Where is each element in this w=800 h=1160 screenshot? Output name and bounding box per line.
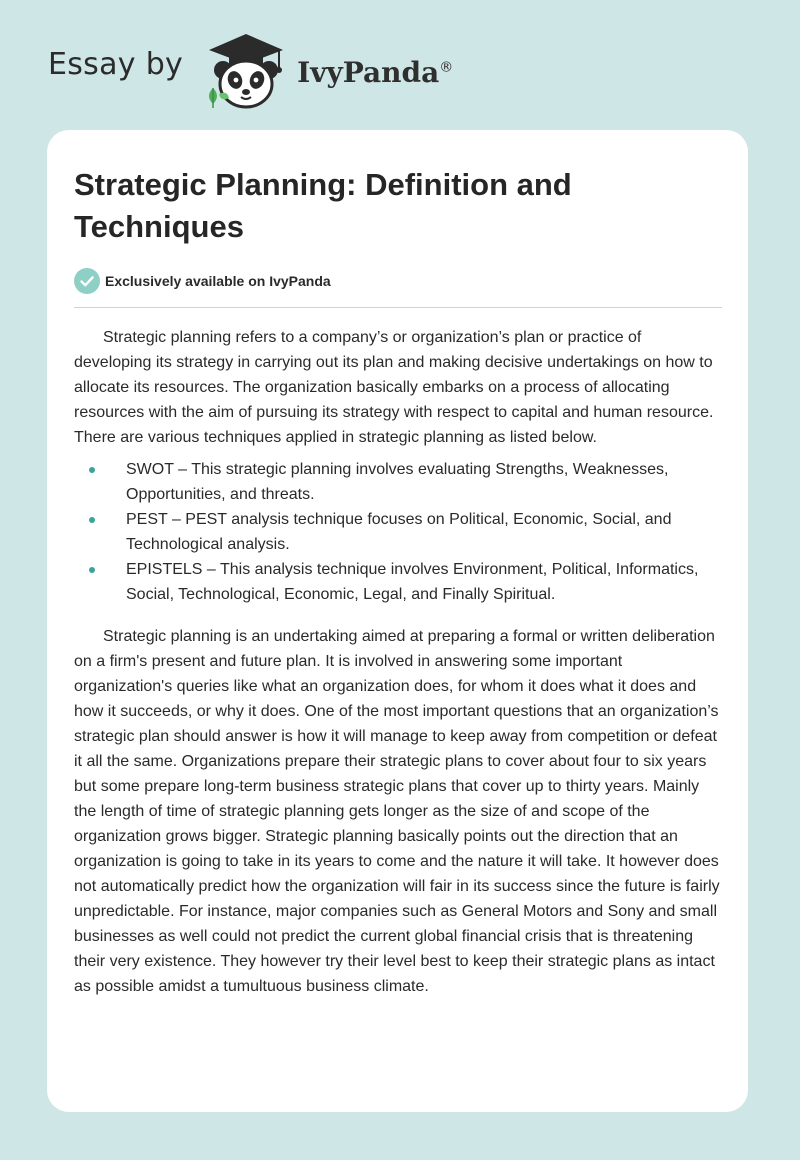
paragraph: Strategic planning refers to a company’s or organization’s plan or practice of developing its strategy in carrying out its plan and making decisive undertakings on how to allocate its resources. The organization basically embarks on a process of allocating resources with the aim of pursuing its strategy with respect to capital and human resource. There are various techniques applied in strategic planning as listed below. — [74, 329, 714, 446]
exclusive-badge-text: Exclusively available on IvyPanda — [105, 273, 331, 289]
panda-graduate-icon — [199, 30, 293, 110]
divider — [74, 307, 722, 308]
list-item: PEST – PEST analysis technique focuses on Political, Economic, Social, and Technological analysis. — [126, 507, 722, 557]
technique-list — [74, 457, 722, 607]
article-card — [47, 130, 748, 1112]
list-item: EPISTELS – This analysis technique involves Environment, Political, Informatics, Social, Technological, Economic, Legal, and Finally Spiritual. — [126, 557, 722, 607]
list-item: SWOT – This strategic planning involves evaluating Strengths, Weaknesses, Opportunities, and threats. — [126, 457, 722, 507]
paragraph: Strategic planning is an undertaking aimed at preparing a formal or written deliberation on a firm's present and future plan. It is involved in answering some important organization's queries like what an organization does, for whom it does what it does and how it succeeds, or why it does. One of the most important questions that an organization’s strategic plan should answer is how it will manage to keep away from competition or defeat it all the same. Organizations prepare their strategic plans to cover about four to six years but some prepare long-term business strategic plans that cover up to thirty years. Mainly the length of time of strategic planning gets longer as the size of and scope of the organization grows bigger. Strategic planning basically points out the direction that an organization is going to take in its years to come and the nature it will take. It however does not automatically predict how the organization will fair in its success since the future is fairly unpredictable. For instance, major companies such as General Motors and Sony and small businesses as well could not predict the current global financial crisis that is threatening their very existence. They however try their level best to keep their strategic plans as intact as possible amidst a tumultuous business climate. — [74, 628, 720, 995]
brand-logo-link[interactable] — [199, 30, 453, 110]
brand-name: IvyPanda® — [297, 55, 454, 89]
brand-prefix: Essay by — [48, 46, 184, 82]
page-title: Strategic Planning: Definition and Techniques — [74, 167, 572, 244]
site-header — [48, 30, 453, 110]
article-body — [74, 325, 722, 999]
exclusive-badge — [74, 267, 722, 295]
check-circle-icon — [74, 268, 100, 294]
